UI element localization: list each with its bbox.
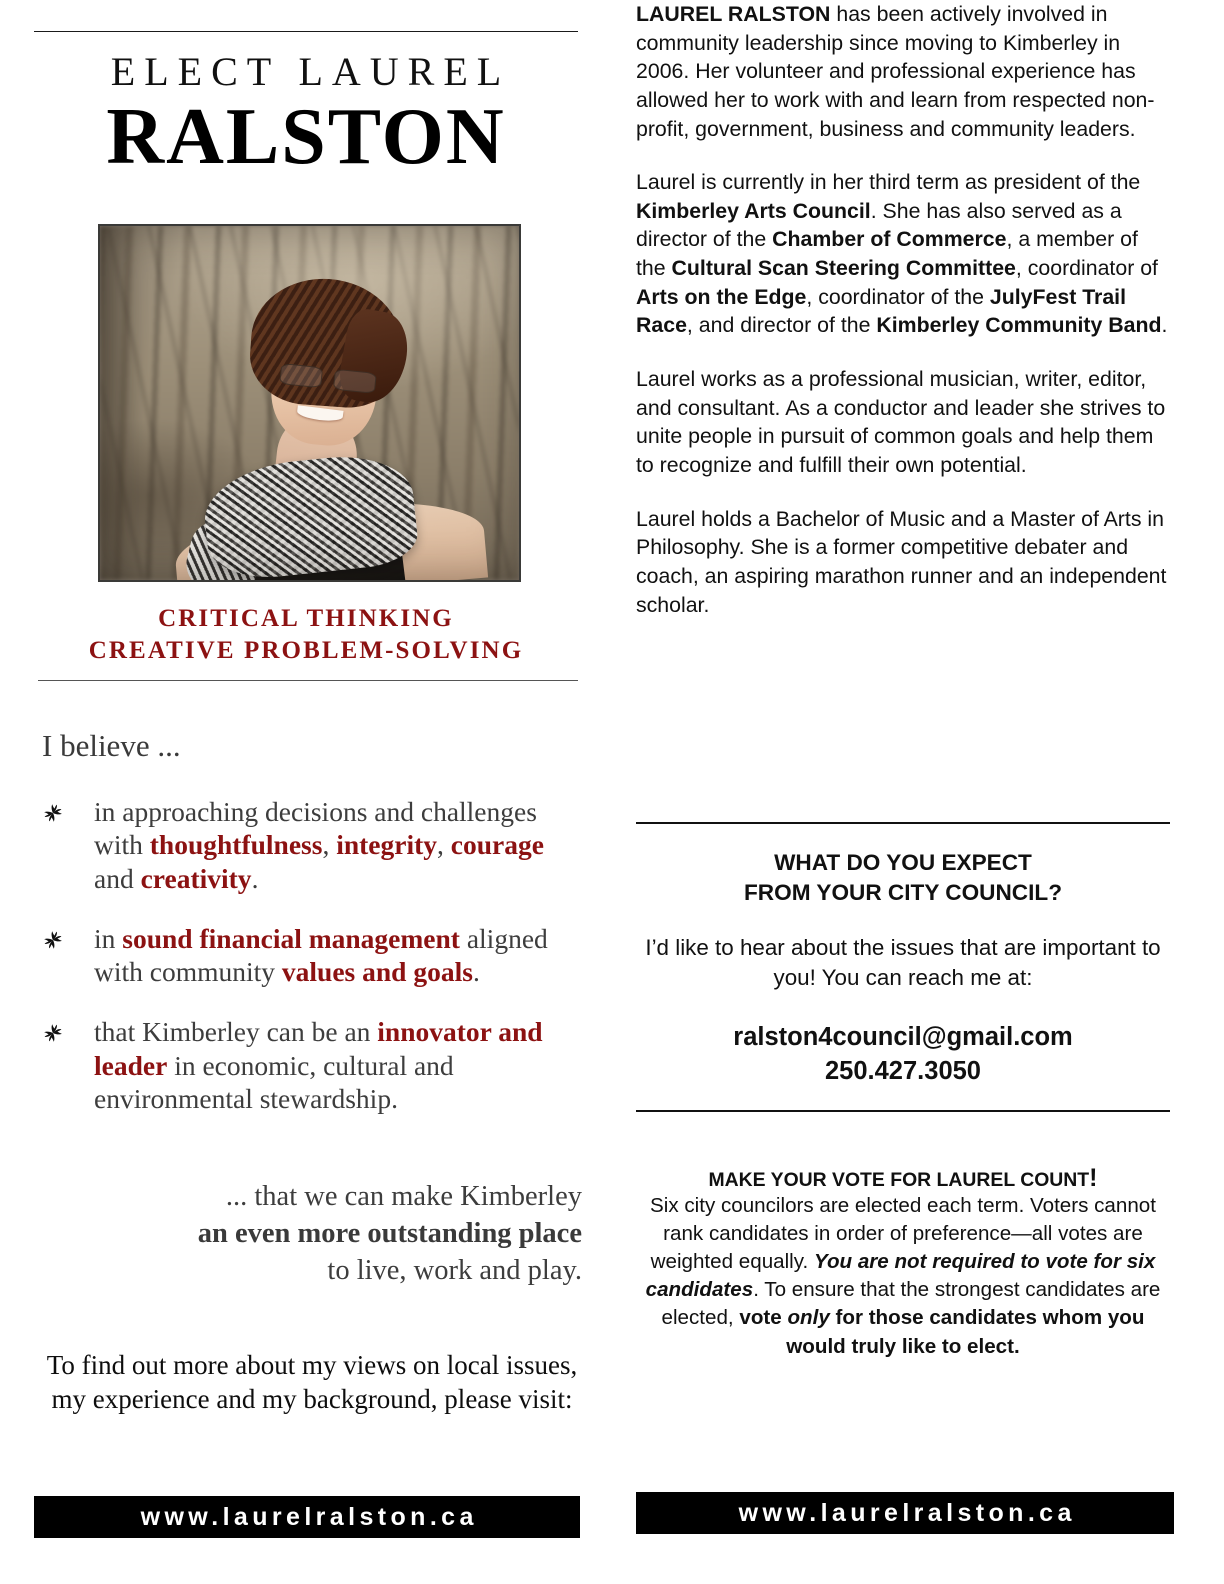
- vote-heading-text: MAKE YOUR VOTE FOR LAUREL COUNT: [708, 1169, 1090, 1191]
- tagline-divider: [38, 680, 578, 681]
- left-column: [34, 0, 580, 1584]
- tagline-line-2: CREATIVE PROBLEM-SOLVING: [88, 637, 524, 664]
- belief-bullet-item: [42, 1015, 582, 1115]
- candidate-name-headline: RALSTON: [106, 93, 506, 181]
- right-column: [636, 0, 1174, 1584]
- contact-email[interactable]: ralston4council@gmail.com: [733, 1023, 1073, 1051]
- contact-details: [636, 1021, 1170, 1089]
- expect-section-divider-top: [636, 822, 1170, 824]
- four-petal-flower-icon: [42, 1015, 94, 1044]
- biography-block: [636, 0, 1170, 644]
- header-divider: [34, 31, 578, 32]
- vote-instructions: Six city councilors are elected each term. Voters cannot rank candidates in order of preference—all votes are weighted equally. You are not required to vote for six candidates. To ensure that the strongest candidates are elected, vote only for those candidates whom you would truly like to elect.: [645, 1194, 1161, 1358]
- belief-bullet-text: that Kimberley can be an innovator and leader in economic, cultural and environmental stewardship.: [94, 1016, 543, 1114]
- four-petal-flower-icon: [42, 922, 94, 951]
- contact-phone[interactable]: 250.427.3050: [825, 1056, 981, 1085]
- belief-bullet-text: in approaching decisions and challenges with thoughtfulness, integrity, courage and creativity.: [94, 796, 544, 894]
- expect-section-divider-bottom: [636, 1110, 1170, 1112]
- biography-paragraph: Laurel holds a Bachelor of Music and a Master of Arts in Philosophy. She is a former competitive debater and coach, an aspiring marathon runner and an independent scholar.: [636, 506, 1167, 617]
- belief-bullet-item: [42, 922, 582, 989]
- website-url-left: www.laurelralston.ca: [140, 1502, 478, 1531]
- campaign-tagline: [34, 603, 578, 667]
- closing-line-1: ... that we can make Kimberley: [225, 1181, 582, 1212]
- expect-heading-line-1: WHAT DO YOU EXPECT: [774, 850, 1032, 875]
- candidate-portrait-photo: [98, 224, 521, 582]
- biography-paragraph: LAUREL RALSTON has been actively involved in community leadership since moving to Kimberley in 2006. Her volunteer and professional experience has allowed her to work with and learn from respected non-profit, government, business and community leaders.: [636, 2, 1155, 141]
- footer-website-bar-right[interactable]: [636, 1492, 1174, 1534]
- closing-statement: [42, 1178, 582, 1289]
- four-petal-flower-icon: [42, 795, 94, 824]
- closing-line-2: an even more outstanding place: [197, 1218, 582, 1250]
- belief-bullet-item: [42, 795, 582, 895]
- vote-heading: [636, 1163, 1170, 1193]
- find-out-more-text: To find out more about my views on local issues, my experience and my background, please visit:: [46, 1350, 578, 1415]
- vote-heading-exclamation: !: [1089, 1164, 1098, 1192]
- biography-paragraph: Laurel is currently in her third term as president of the Kimberley Arts Council. She has also served as a director of the Chamber of Commerce, a member of the Cultural Scan Steering Committee, coordinator of Arts on the Edge, coordinator of the JulyFest Trail Race, and director of the Kimberley Community Band.: [636, 170, 1168, 338]
- closing-line-3: to live, work and play.: [327, 1255, 582, 1287]
- footer-website-bar-left[interactable]: [34, 1496, 580, 1538]
- biography-paragraph: Laurel works as a professional musician, writer, editor, and consultant. As a conductor and leader she strives to unite people in pursuit of common goals and help them to recognize and fulfill their own potential.: [636, 367, 1166, 477]
- i-believe-heading: I believe ...: [42, 728, 181, 763]
- tagline-line-1: CRITICAL THINKING: [158, 605, 454, 632]
- website-url-right: www.laurelralston.ca: [738, 1498, 1076, 1527]
- expect-body-text: I’d like to hear about the issues that are important to you! You can reach me at:: [645, 935, 1161, 991]
- belief-bullet-list: [42, 795, 582, 1142]
- belief-bullet-text: in sound financial management aligned with community values and goals.: [94, 922, 548, 988]
- expect-heading: [636, 848, 1170, 908]
- elect-headline: ELECT LAUREL: [110, 49, 511, 94]
- expect-heading-line-2: FROM YOUR CITY COUNCIL?: [744, 879, 1062, 905]
